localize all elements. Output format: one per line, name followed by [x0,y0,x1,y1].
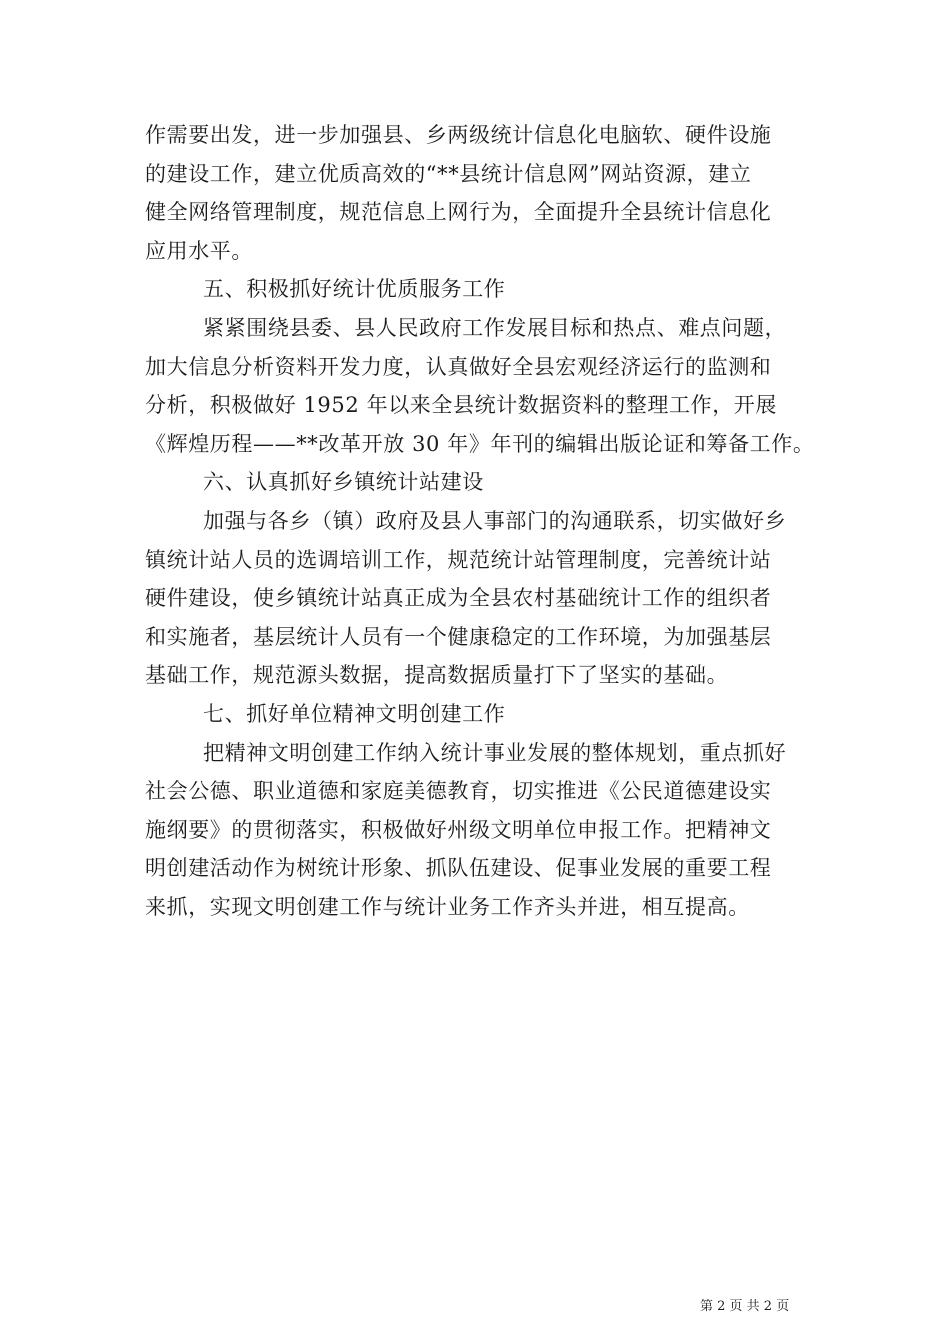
text-line: 的建设工作，建立优质高效的“**县统计信息网”网站资源，建立 [145,161,752,186]
page-number: 第 2 页 共 2 页 [700,1299,790,1314]
section-heading-5: 五、积极抓好统计优质服务工作 [203,277,506,302]
text-line: 作需要出发，进一步加强县、乡两级统计信息化电脑软、硬件设施 [145,123,772,147]
text-line: 社会公德、职业道德和家庭美德教育，切实推进《公民道德建设实 [145,779,772,804]
text-line: 应用水平。 [145,238,253,263]
text-line: 加强与各乡（镇）政府及县人事部门的沟通联系，切实做好乡 [203,508,787,533]
text-line: 镇统计站人员的选调培训工作，规范统计站管理制度，完善统计站 [145,547,772,572]
text-line: 紧紧围绕县委、县人民政府工作发展目标和热点、难点问题， [203,315,787,340]
section-heading-6: 六、认真抓好乡镇统计站建设 [203,470,484,495]
text-line: 硬件建设，使乡镇统计站真正成为全县农村基础统计工作的组织者 [145,586,772,611]
section-heading-7: 七、抓好单位精神文明创建工作 [203,701,506,726]
text-line: 把精神文明创建工作纳入统计事业发展的整体规划，重点抓好 [203,740,787,765]
text-line: 分析，积极做好 1952 年以来全县统计数据资料的整理工作，开展 [145,393,777,418]
text-line: 健全网络管理制度，规范信息上网行为，全面提升全县统计信息化 [145,200,772,225]
text-line: 明创建活动作为树统计形象、抓队伍建设、促事业发展的重要工程 [145,856,772,881]
text-line: 《辉煌历程——**改革开放 30 年》年刊的编辑出版论证和筹备工作。 [145,431,815,456]
text-line: 加大信息分析资料开发力度，认真做好全县宏观经济运行的监测和 [145,354,772,379]
body-text [145,116,817,926]
text-line: 和实施者，基层统计人员有一个健康稳定的工作环境，为加强基层 [145,624,772,649]
text-line: 来抓，实现文明创建工作与统计业务工作齐头并进，相互提高。 [145,894,750,919]
text-line: 施纲要》的贯彻落实，积极做好州级文明单位申报工作。把精神文 [145,817,772,842]
text-line: 基础工作，规范源头数据，提高数据质量打下了坚实的基础。 [145,663,729,688]
